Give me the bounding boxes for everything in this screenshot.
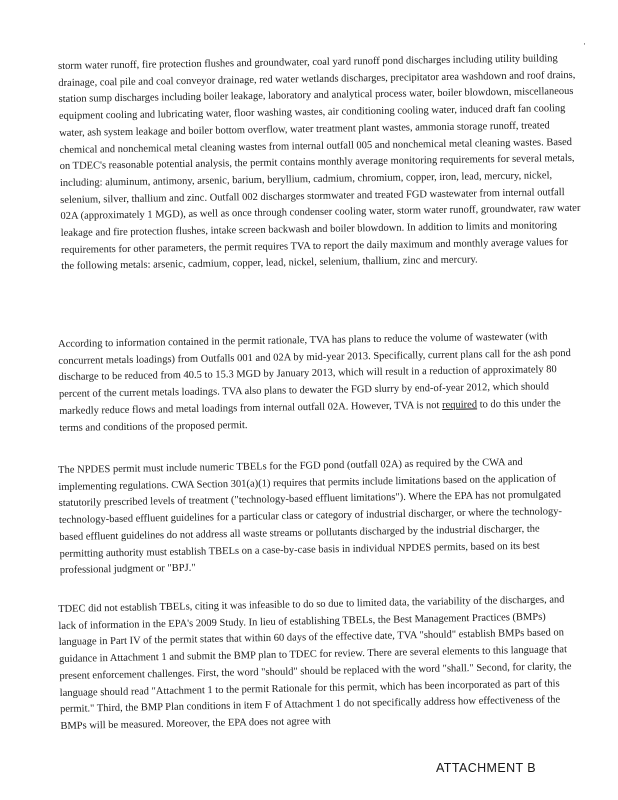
paragraph-discharges-and-metals-monitoring: [58, 50, 583, 275]
paragraph-text: The NPDES permit must include numeric TBELs for the FGD pond (outfall 02A) as required by the CWA and implementing regulations. CWA Section 301(a)(1) requires that permits include limitations based on the application of statutorily prescribed levels of treatment ("technology-based effluent limitations"). Where the EPA has not promulgated technology-based effluent guidelines for a particular class or category of industrial discharger, or where the technology-based effluent guidelines do not address all waste streams or pollutants discharged by the industrial discharger, the permitting authority must establish TBELs on a case-by-case basis in individual NPDES permits, based on its best professional judgment or "BPJ.": [58, 456, 563, 576]
attachment-label: ATTACHMENT B: [436, 761, 536, 775]
underlined-required: required: [441, 398, 478, 411]
paragraph-tdec-bmp: [58, 591, 582, 735]
paragraph-text: TDEC did not establish TBELs, citing it was infeasible to do so due to limited data, the variability of the discharges, and lack of information in the EPA's 2009 Study. In lieu of establishing TBELs, the Best Management Practices (BMPs) language in Part IV of the permit states that within 60 days of the effective date, TVA "should" establish BMPs based on guidance in Attachment 1 and submit the BMP plan to TDEC for review. There are several elements to this language that present enforcement challenges. First, the word "should" should be replaced with the word "shall." Second, for clarity, the language should read "Attachment 1 to the permit Rationale for this permit, which has been incorporated as part of this permit." Third, the BMP Plan conditions in item F of Attachment 1 do not specifically address how effectiveness of the BMPs will be measured. Moreover, the EPA does not agree with: [58, 593, 572, 732]
paragraph-npdes-tbels: [58, 453, 582, 579]
paragraph-text: storm water runoff, fire protection flushes and groundwater, coal yard runoff pond discharges including utility building drainage, coal pile and coal conveyor drainage, red water wetlands discharges, precipitator area washdown and roof drains, station sump discharges including boiler leakage, laboratory and analytical process water, boiler blowdown, miscellaneous equipment cooling and lubricating water, floor washing wastes, air conditioning cooling water, induced draft fan cooling water, ash system leakage and boiler bottom overflow, water treatment plant wastes, ammonia storage runoff, treated chemical and nonchemical metal cleaning wastes from internal outfall 005 and nonchemical metal cleaning wastes. Based on TDEC's reasonable potential analysis, the permit contains monthly average monitoring requirements for several metals, including: aluminum, antimony, arsenic, barium, beryllium, cadmium, chromium, copper, iron, lead, mercury, nickel, selenium, silver, thallium and zinc. Outfall 002 discharges stormwater and treated FGD wastewater from internal outfall 02A (approximately 1 MGD), as well as once through condenser cooling water, storm water runoff, groundwater, raw water leakage and fire protection flushes, intake screen backwash and boiler blowdown. In addition to limits and monitoring requirements for other parameters, the permit requires TVA to report the daily maximum and monthly average values for the following metals: arsenic, cadmium, copper, lead, nickel, selenium, thallium, zinc and mercury.: [58, 52, 581, 272]
corner-mark: ·: [583, 39, 586, 49]
paragraph-tva-reduction-plans: [58, 328, 582, 436]
paragraph-text: to do this under the terms and conditions of the proposed permit.: [59, 397, 561, 434]
paragraph-text: According to information contained in the permit rationale, TVA has plans to reduce the volume of wastewater (with concurrent metals loadings) from Outfalls 001 and 02A by mid-year 2013. Specifically, current plans call for the ash pond discharge to be reduced from 40.5 to 15.3 MGD by January 2013, which will result in a reduction of approximately 80 percent of the current metals loadings. TVA also plans to dewater the FGD slurry by end-of-year 2012, which should markedly reduce flows and metal loadings from internal outfall 02A. However, TVA is not: [58, 330, 571, 417]
